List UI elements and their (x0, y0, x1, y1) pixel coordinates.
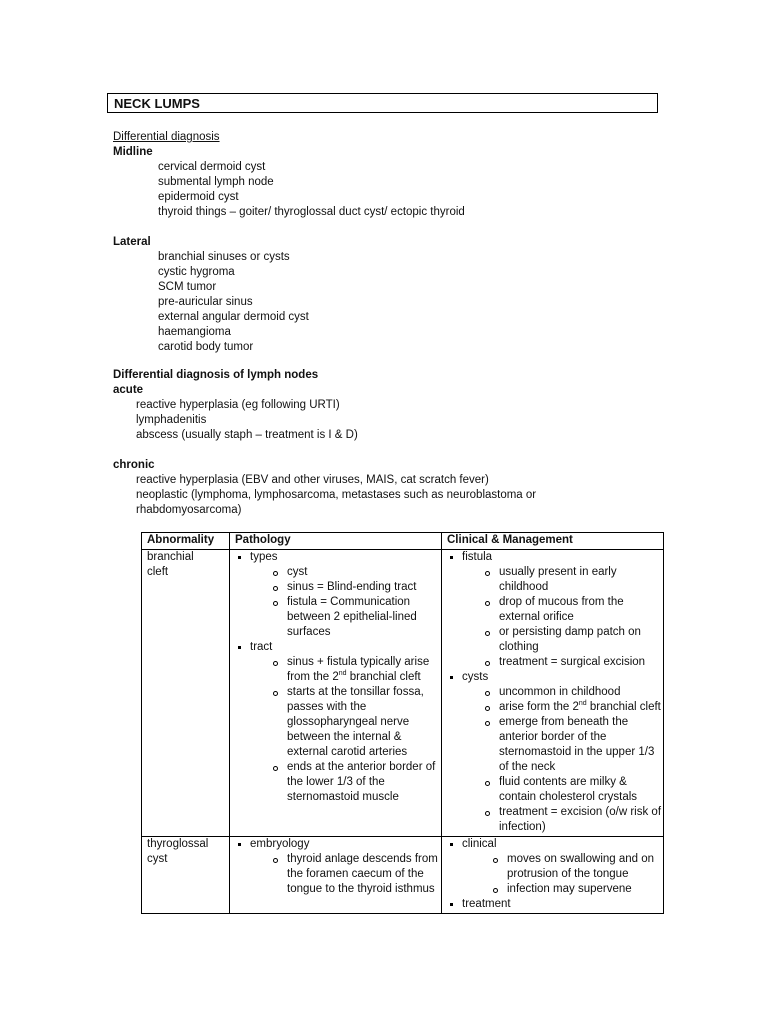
superscript: nd (578, 700, 587, 708)
chronic-list (136, 473, 536, 518)
title-box (107, 93, 658, 113)
abnormality-cell (142, 837, 230, 914)
pathology-cell (230, 550, 442, 837)
circle-bullet-icon (273, 586, 278, 591)
sub-bullet-text: moves on swallowing and on protrusion of the tongue (507, 853, 655, 880)
list-item: thyroid things – goiter/ thyroglossal duct cyst/ ectopic thyroid (158, 206, 465, 218)
circle-bullet-icon (485, 571, 490, 576)
clinical-cell (442, 837, 664, 914)
clinical-cell (442, 550, 664, 837)
column-header: Pathology (230, 533, 442, 550)
midline-heading: Midline (113, 146, 153, 158)
page-title: NECK LUMPS (114, 96, 200, 111)
pathology-cell (230, 837, 442, 914)
list-item: reactive hyperplasia (eg following URTI) (136, 399, 340, 411)
sub-bullet-text: treatment = surgical excision (499, 656, 646, 668)
sub-bullet-text: sinus = Blind-ending tract (287, 581, 417, 593)
sub-bullet-text: uncommon in childhood (499, 686, 621, 698)
sub-bullet-text-continued: branchial cleft (586, 701, 661, 713)
list-item: rhabdomyosarcoma) (136, 504, 242, 516)
sub-bullet-text: cyst (287, 566, 308, 578)
cell-line: branchial (147, 551, 194, 563)
list-item: cervical dermoid cyst (158, 161, 266, 173)
sub-bullet-text: fluid contents are milky & contain cholesterol crystals (499, 776, 638, 803)
circle-bullet-icon (273, 691, 278, 696)
list-item: epidermoid cyst (158, 191, 239, 203)
sub-bullet-text: fistula = Communication between 2 epithelial-lined surfaces (287, 596, 417, 638)
neck-lumps-table (141, 532, 664, 914)
bullet-label: tract (250, 641, 273, 653)
table-header-row (142, 533, 664, 550)
sub-bullet-text: infection may supervene (507, 883, 632, 895)
sub-bullet-text-continued: branchial cleft (346, 671, 421, 683)
sub-bullet-text: arise form the 2 (499, 701, 579, 713)
square-bullet-icon (238, 646, 241, 649)
sub-bullet-text: or persisting damp patch on clothing (499, 626, 641, 653)
list-item: carotid body tumor (158, 341, 254, 353)
circle-bullet-icon (493, 858, 498, 863)
diff-dx-heading: Differential diagnosis (113, 131, 220, 143)
acute-heading: acute (113, 384, 144, 396)
chronic-heading: chronic (113, 459, 155, 471)
column-header: Abnormality (142, 533, 230, 550)
circle-bullet-icon (273, 571, 278, 576)
circle-bullet-icon (485, 781, 490, 786)
circle-bullet-icon (485, 721, 490, 726)
midline-list (158, 160, 465, 220)
square-bullet-icon (238, 843, 241, 846)
list-item: abscess (usually staph – treatment is I & D) (136, 429, 358, 441)
abnormality-cell (142, 550, 230, 837)
lateral-list (158, 250, 309, 355)
circle-bullet-icon (273, 766, 278, 771)
cell-line: cleft (147, 566, 169, 578)
sub-bullet-text: sinus + fistula typically arise from the 2 (287, 656, 430, 683)
sub-bullet-text: drop of mucous from the external orifice (499, 596, 624, 623)
circle-bullet-icon (485, 601, 490, 606)
sub-bullet-text: usually present in early childhood (499, 566, 617, 593)
lymph-heading: Differential diagnosis of lymph nodes (113, 369, 319, 381)
sub-bullet-text: starts at the tonsillar fossa, passes with the glossopharyngeal nerve between the internal & external carotid arteries (287, 686, 424, 758)
table-row (142, 837, 664, 914)
sub-bullet-text: ends at the anterior border of the lower 1/3 of the sternomastoid muscle (287, 761, 436, 803)
circle-bullet-icon (273, 858, 278, 863)
circle-bullet-icon (273, 601, 278, 606)
bullet-label: types (250, 551, 278, 563)
list-item: haemangioma (158, 326, 231, 338)
square-bullet-icon (450, 676, 453, 679)
list-item: branchial sinuses or cysts (158, 251, 290, 263)
circle-bullet-icon (485, 706, 490, 711)
circle-bullet-icon (273, 661, 278, 666)
sub-bullet-text: emerge from beneath the anterior border of the sternomastoid in the upper 1/3 of the neck (499, 716, 655, 773)
list-item: SCM tumor (158, 281, 217, 293)
circle-bullet-icon (485, 661, 490, 666)
bullet-label: fistula (462, 551, 493, 563)
list-item: lymphadenitis (136, 414, 207, 426)
sub-bullet-text: thyroid anlage descends from the foramen caecum of the tongue to the thyroid isthmus (287, 853, 438, 895)
square-bullet-icon (450, 903, 453, 906)
circle-bullet-icon (493, 888, 498, 893)
table-row (142, 550, 664, 837)
list-item: neoplastic (lymphoma, lymphosarcoma, metastases such as neuroblastoma or (136, 489, 537, 501)
square-bullet-icon (450, 556, 453, 559)
column-header: Clinical & Management (442, 533, 664, 550)
square-bullet-icon (238, 556, 241, 559)
square-bullet-icon (450, 843, 453, 846)
bullet-label: clinical (462, 838, 497, 850)
cell-line: thyroglossal (147, 838, 209, 850)
circle-bullet-icon (485, 691, 490, 696)
list-item: reactive hyperplasia (EBV and other viruses, MAIS, cat scratch fever) (136, 474, 489, 486)
bullet-label: treatment (462, 898, 511, 910)
cell-line: cyst (147, 853, 168, 865)
list-item: pre-auricular sinus (158, 296, 253, 308)
bullet-label: cysts (462, 671, 489, 683)
circle-bullet-icon (485, 631, 490, 636)
lateral-heading: Lateral (113, 236, 151, 248)
circle-bullet-icon (485, 811, 490, 816)
superscript: nd (338, 670, 347, 678)
bullet-label: embryology (250, 838, 310, 850)
list-item: cystic hygroma (158, 266, 235, 278)
list-item: external angular dermoid cyst (158, 311, 309, 323)
list-item: submental lymph node (158, 176, 274, 188)
sub-bullet-text: treatment = excision (o/w risk of infection) (499, 806, 662, 833)
acute-list (136, 398, 358, 443)
